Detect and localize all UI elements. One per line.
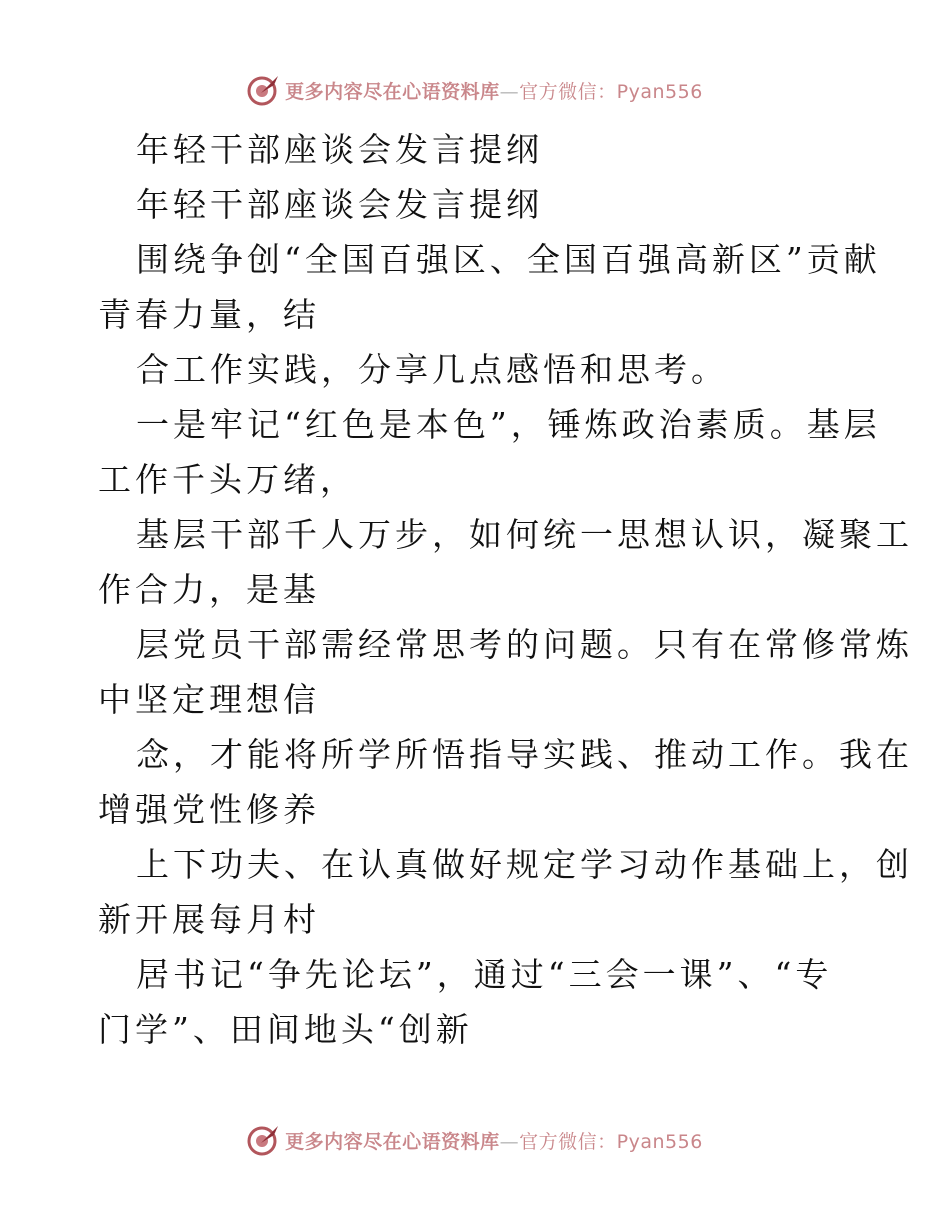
banner-text: [285, 77, 703, 104]
banner-site-name: 更多内容尽在心语资料库: [285, 1130, 500, 1153]
quill-logo-icon: [247, 1123, 281, 1157]
banner-site-name: 更多内容尽在心语资料库: [285, 80, 500, 103]
text-line: 围绕争创“全国百强区、全国百强高新区”贡献: [136, 240, 881, 279]
text-line: 年轻干部座谈会发言提纲: [136, 185, 543, 224]
text-line: 青春力量，结: [98, 295, 320, 334]
header-watermark-banner: [0, 70, 950, 110]
document-body: [98, 122, 913, 1057]
banner-separator: —: [499, 80, 520, 103]
text-line: 合工作实践，分享几点感悟和思考。: [136, 350, 728, 389]
text-line: 念，才能将所学所悟指导实践、推动工作。我在: [136, 735, 913, 774]
text-line: 一是牢记“红色是本色”，锤炼政治素质。基层: [136, 405, 881, 444]
quill-logo-icon: [247, 73, 281, 107]
banner-wechat-contact: 官方微信：Pyan556: [519, 80, 703, 103]
text-line: 中坚定理想信: [98, 680, 320, 719]
banner-wechat-contact: 官方微信：Pyan556: [519, 1130, 703, 1153]
text-line: 作合力，是基: [98, 570, 320, 609]
banner-text: [285, 1127, 703, 1154]
text-line: 新开展每月村: [98, 900, 320, 939]
text-line: 居书记“争先论坛”，通过“三会一课”、“专: [136, 955, 833, 994]
footer-watermark-banner: [0, 1120, 950, 1160]
text-line: 基层干部千人万步，如何统一思想认识，凝聚工: [136, 515, 913, 554]
text-line: 层党员干部需经常思考的问题。只有在常修常炼: [136, 625, 913, 664]
text-line: 上下功夫、在认真做好规定学习动作基础上，创: [136, 845, 913, 884]
text-line: 门学”、田间地头“创新: [98, 1010, 473, 1049]
banner-separator: —: [499, 1130, 520, 1153]
text-line: 年轻干部座谈会发言提纲: [136, 130, 543, 169]
text-line: 工作千头万绪，: [98, 460, 357, 499]
text-line: 增强党性修养: [98, 790, 320, 829]
